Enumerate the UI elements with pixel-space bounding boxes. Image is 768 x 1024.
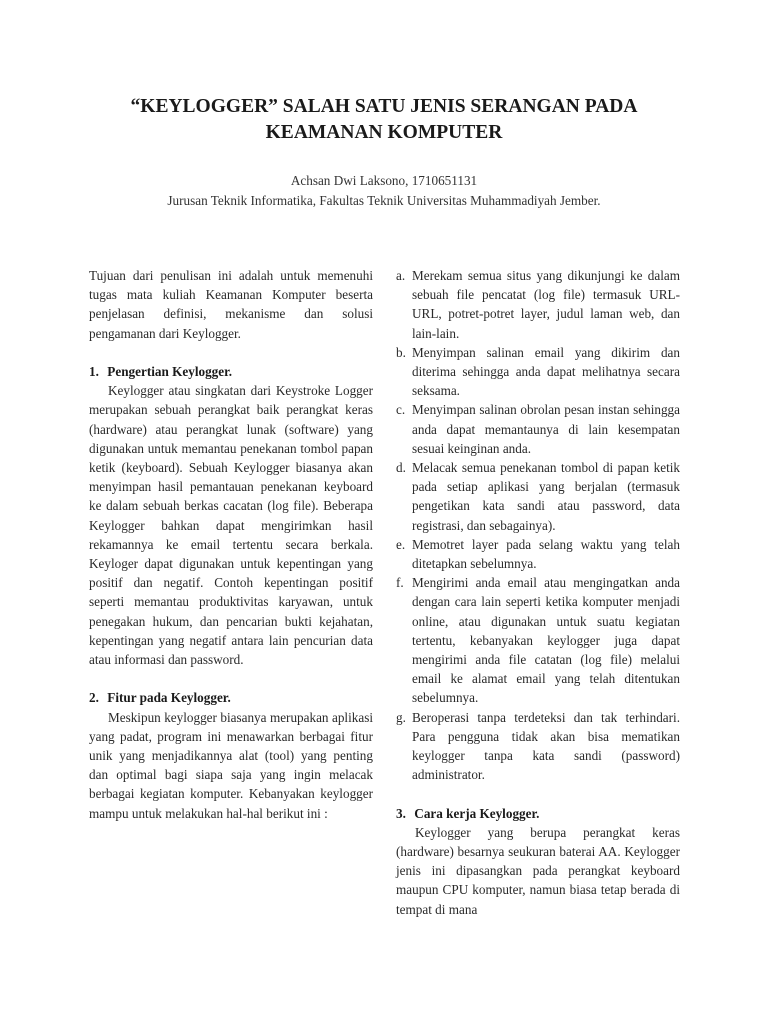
list-marker: e.: [396, 536, 406, 552]
section-2-heading: [89, 688, 373, 707]
list-item: [396, 343, 680, 401]
list-item-text: Mengirimi anda email atau mengingatkan anda dengan cara lain seperti ketika komputer menjadi online, atau digunakan untuk suatu kegiatan tertentu, kebanyakan keylogger juga dapat mengirimi anda file catatan (log file) melalui email ke alamat email yang telah ditentukan sebelumnya.: [412, 575, 680, 706]
section-3-title: Cara kerja Keylogger.: [414, 805, 540, 821]
list-item: [396, 535, 680, 573]
list-item-text: Merekam semua situs yang dikunjungi ke dalam sebuah file pencatat (log file) termasuk URL-URL, potret-potret layer, judul laman web, dan lain-lain.: [412, 268, 680, 341]
list-item: [396, 573, 680, 707]
section-2-title: Fitur pada Keylogger.: [107, 690, 231, 706]
list-item-text: Menyimpan salinan obrolan pesan instan sehingga anda dapat memantaunya di lain kesempatan sesuai keinginan anda.: [412, 402, 680, 456]
list-item: [396, 708, 680, 785]
section-3-number: 3.: [396, 805, 406, 821]
feature-list: [396, 266, 680, 784]
list-item-text: Menyimpan salinan email yang dikirim dan diterima sehingga anda dapat melihatnya secara seksama.: [412, 344, 680, 399]
title-line-1: “KEYLOGGER” SALAH SATU JENIS SERANGAN PADA: [130, 96, 638, 117]
list-marker: c.: [396, 402, 406, 418]
section-1-heading: [89, 362, 373, 381]
list-item-text: Beroperasi tanpa terdeteksi dan tak terhindari. Para pengguna tidak akan bisa mematikan keylogger tanpa kata sandi (password) administrator.: [412, 709, 680, 783]
title-line-2: KEAMANAN KOMPUTER: [265, 122, 503, 143]
section-1-number: 1.: [89, 364, 99, 379]
list-marker: d.: [396, 460, 406, 476]
affiliation-line: Jurusan Teknik Informatika, Fakultas Teknik Universitas Muhammadiyah Jember.: [167, 193, 601, 208]
list-marker: a.: [396, 268, 406, 283]
section-3-heading: [396, 804, 680, 823]
section-1-body: Keylogger atau singkatan dari Keystroke Logger merupakan sebuah perangkat baik perangkat keras (hardware) atau perangkat lunak (software) yang digunakan untuk memantau penekanan tombol papan ketik (keyboard). Sebuah Keylogger biasanya akan menyimpan hasil pemantauan penekanan keyboard ke dalam sebuah berkas cacatan (log file). Beberapa Keylogger bahkan dapat mengirimkan hasil rekamannya ke email tertentu secara berkala. Keyloger dapat digunakan untuk kepentingan yang positif dan negatif. Contoh kepentingan positif seperti memantau produktivitas karyawan, untuk penegakan hukum, dan pencarian bukti kejahatan, kepentingan yang negatif antara lain pencurian data atau informasi dan password.: [89, 383, 373, 668]
list-item: [396, 458, 680, 535]
left-column: [89, 266, 373, 823]
list-item: [396, 266, 680, 343]
section-3-body: Keylogger yang berupa perangkat keras (hardware) besarnya seukuran baterai AA. Keylogger jenis ini dipasangkan pada perangkat keyboard maupun CPU komputer, namun biasa tetap berada di tempat di mana: [396, 824, 680, 917]
paper-title: [60, 94, 708, 146]
abstract-paragraph: Tujuan dari penulisan ini adalah untuk memenuhi tugas mata kuliah Keamanan Komputer beserta penjelasan definisi, mekanisme dan solusi pengamanan dari Keylogger.: [89, 268, 373, 341]
list-marker: g.: [396, 709, 406, 725]
section-2-body: Meskipun keylogger biasanya merupakan aplikasi yang padat, program ini menawarkan berbagai fitur unik yang menjadikannya alat (tool) yang penting dan optimal bagi siapa saja yang ingin melacak berbagai kegiatan komputer. Kebanyakan keylogger mampu untuk melakukan hal-hal berikut ini :: [89, 709, 373, 821]
list-marker: f.: [396, 575, 404, 591]
list-item-text: Melacak semua penekanan tombol di papan ketik pada setiap aplikasi yang berjalan (termasuk pengetikan kata sandi atau password, data registrasi, dan sebagainya).: [412, 460, 680, 533]
right-column: [396, 266, 680, 919]
author-line: Achsan Dwi Laksono, 1710651131: [290, 173, 478, 188]
section-1-title: Pengertian Keylogger.: [107, 364, 233, 379]
list-marker: b.: [396, 344, 406, 360]
list-item: [396, 400, 680, 458]
list-item-text: Memotret layer pada selang waktu yang telah ditetapkan sebelumnya.: [412, 536, 680, 572]
section-2-number: 2.: [89, 690, 99, 706]
